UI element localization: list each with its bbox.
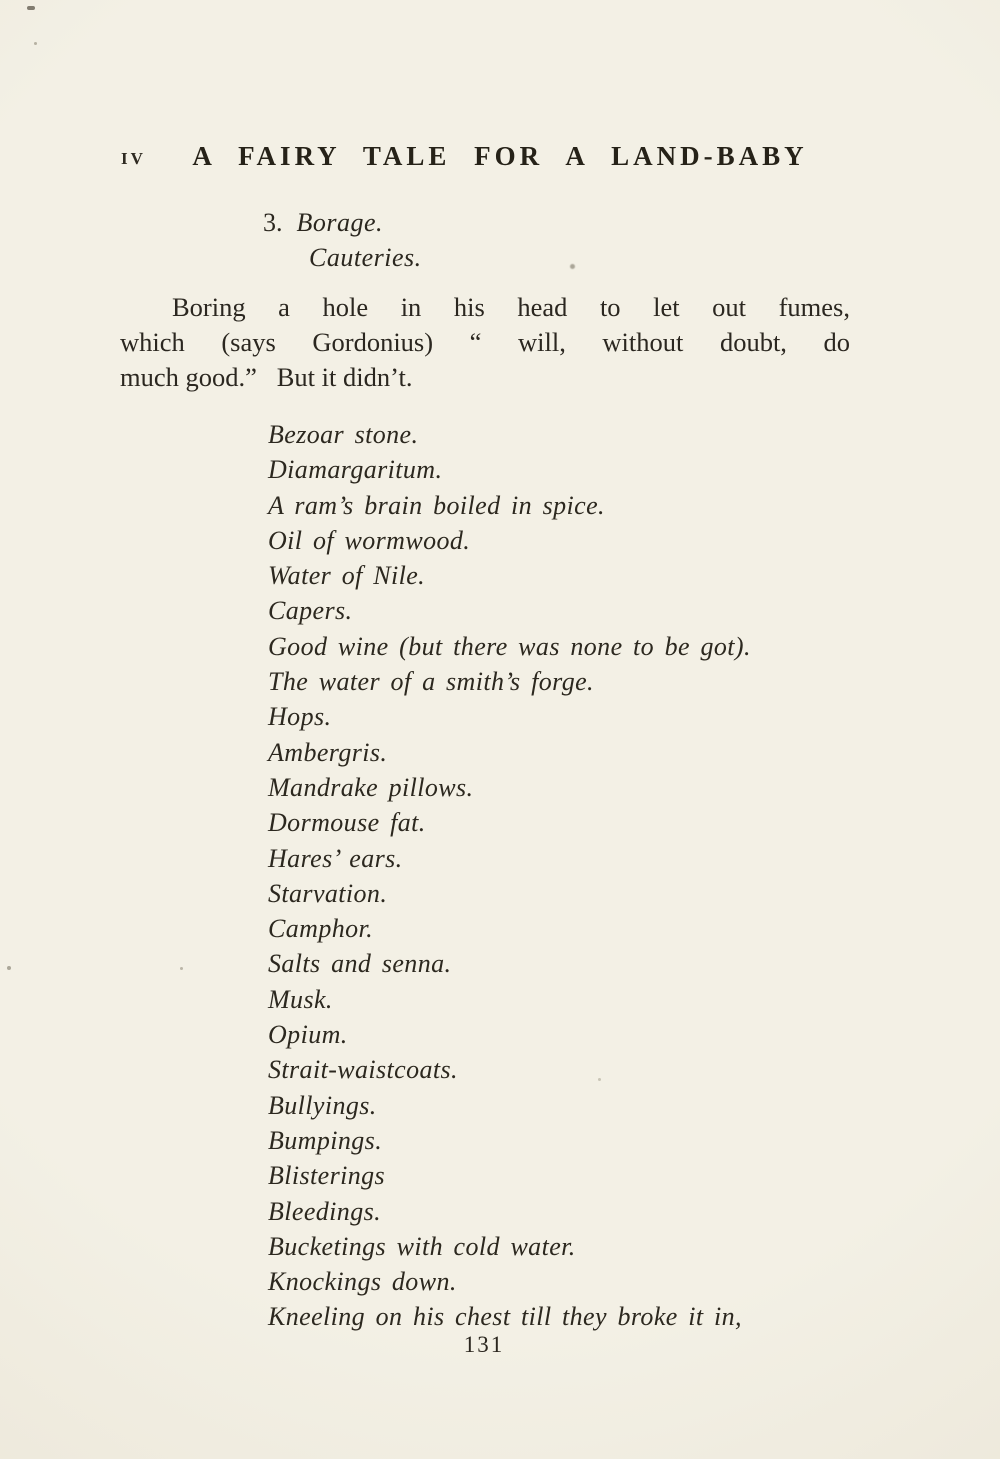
page-number: 131 [463, 1332, 505, 1357]
remedy-item: Bleedings. [268, 1196, 382, 1226]
remedy-item: Hops. [268, 702, 332, 732]
remedy-item: Bullyings. [268, 1090, 377, 1120]
remedy-item: Dormouse fat. [268, 808, 426, 838]
remedy-item: Good wine (but there was none to be got). [268, 631, 751, 661]
remedy-item: Capers. [268, 596, 353, 626]
remedy-item: Salts and senna. [268, 949, 452, 979]
paragraph-line: which (says Gordonius) “ will, without doubt, do [120, 327, 850, 358]
section-intro-line1 [263, 205, 422, 240]
scan-speck [7, 966, 11, 970]
remedies-list [268, 417, 751, 1335]
section-item-cauteries: Cauteries. [309, 243, 422, 272]
remedy-item: Oil of wormwood. [268, 525, 471, 555]
chapter-number: IV [121, 149, 146, 168]
remedy-item: Knockings down. [268, 1267, 457, 1297]
remedy-item: Mandrake pillows. [268, 772, 474, 802]
scan-speck [570, 264, 575, 269]
section-item-borage: Borage. [296, 208, 384, 237]
remedy-item: Bezoar stone. [268, 420, 419, 449]
remedy-item: Bucketings with cold water. [268, 1231, 576, 1261]
remedy-item: Blisterings [268, 1161, 386, 1191]
section-intro-line2 [263, 240, 422, 275]
running-title: A FAIRY TALE FOR A LAND-BABY [192, 141, 808, 171]
paragraph-line: much good.” But it didn’t. [120, 362, 413, 393]
page-header [0, 141, 1000, 172]
scan-speck [34, 42, 37, 45]
section-number: 3. [263, 208, 283, 237]
remedy-item: Kneeling on his chest till they broke it in, [268, 1302, 742, 1332]
remedy-item: A ram’s brain boiled in spice. [268, 490, 605, 520]
remedy-item: Hares’ ears. [268, 843, 403, 873]
section-intro [263, 205, 422, 275]
remedy-item: Diamargaritum. [268, 455, 443, 485]
remedy-item: Bumpings. [268, 1125, 383, 1155]
remedy-item: Camphor. [268, 914, 374, 944]
remedy-item: Ambergris. [268, 737, 388, 767]
remedy-item: Strait-waistcoats. [268, 1055, 458, 1085]
remedy-item: The water of a smith’s forge. [268, 667, 594, 697]
remedy-item: Opium. [268, 1020, 348, 1050]
remedy-item: Musk. [268, 984, 333, 1014]
scan-speck [180, 967, 183, 970]
scan-speck [27, 6, 35, 10]
remedy-item: Starvation. [268, 878, 388, 908]
remedy-item: Water of Nile. [268, 561, 426, 591]
paragraph-line: Boring a hole in his head to let out fumes, [172, 292, 850, 322]
body-paragraph [120, 290, 850, 396]
